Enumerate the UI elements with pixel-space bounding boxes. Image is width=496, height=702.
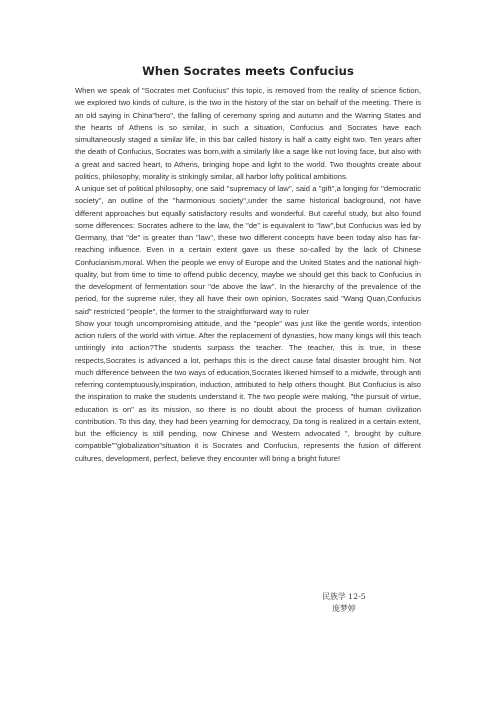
signature-block [304,591,384,615]
document-body [75,85,421,465]
paragraph-1: When we speak of "Socrates met Confucius" this topic, is removed from the reality of science fiction, we explored two kinds of culture, is the two in the history of the star on behalf of the meeting. There is an old saying in China"hero", the falling of ceremony spring and autumn and the Warring States and the hearts of Athens is so similar, in such a situation, Confucius and Socrates have each simultaneously staged a similar life, in this bar called history is half a catty eight two. Ten years after the death of Confucius, Socrates was born,with a similarly like a sage like not loving face, but also with a great and sacred heart, to Athens, bringing hope and light to the world. Two thoughts create about politics, philosophy, morality is strikingly similar, all harbor lofty political ambitions. [75,86,421,181]
paragraph-3: Show your tough uncompromising attitude, and the "people" was just like the gentle words, intention action rulers of the world with virtue. After the replacement of dynasties, how many kings will this teach untiringly into action?The students surpass the teacher. The teacher, this is true, in these respects,Socrates is advanced a lot, perhaps this is the direct cause fatal disaster brought him. Not much difference between the two ways of education,Socrates likened himself to a midwife, through anti referring contemptuously,inspiration, induction, attributed to help others thought. But Confucius is also the inspiration to make the students understand it. The two people were making, "the pursuit of virtue, education is on" as its mission, so there is no doubt about the process of human civilization contribution. To this day, they had been yearning for democracy, Da tong is realized in a certain extent, but the efficiency is still pending, now Chinese and Western advocated ", brought by culture compatible""globalization"situation it is Socrates and Confucius, represents the fusion of different cultures, development, perfect, believe they encounter will bring a bright future! [75,318,421,463]
paragraph-2: A unique set of political philosophy, one said ''supremacy of law'', said a ''gift'',a longing for ''democratic society'', an outline of the ''harmonious society'',under the same historical background, not have different approaches but equally satisfactory results and wonderful. But careful study, but also found some differences: Socrates adhere to the law, the ''de'' is equivalent to ''law'',but Confucius was led by Germany, that ''de'' is greater than ''law'', these two different concepts have been today also has far-reaching influence. Even in a certain extent gave us these so-called by the lack of Chinese Confucianism,moral. When the people we envy of Europe and the United States and the national high-quality, but from time to time to offend public decency, maybe we should get this back to Confucius in the development of fermentation sour ''de above the law''. In the hierarchy of the prevalence of the period, for the supreme ruler, they all have their own opinion, Socrates said "Wang Quan,Confucius said" restricted "people", the former to the straightforward way to ruler [75,184,421,316]
document-title: When Socrates meets Confucius [142,64,354,78]
signature-author: 庞梦婷 [332,604,356,613]
signature-class: 民族学 12-5 [322,592,366,601]
